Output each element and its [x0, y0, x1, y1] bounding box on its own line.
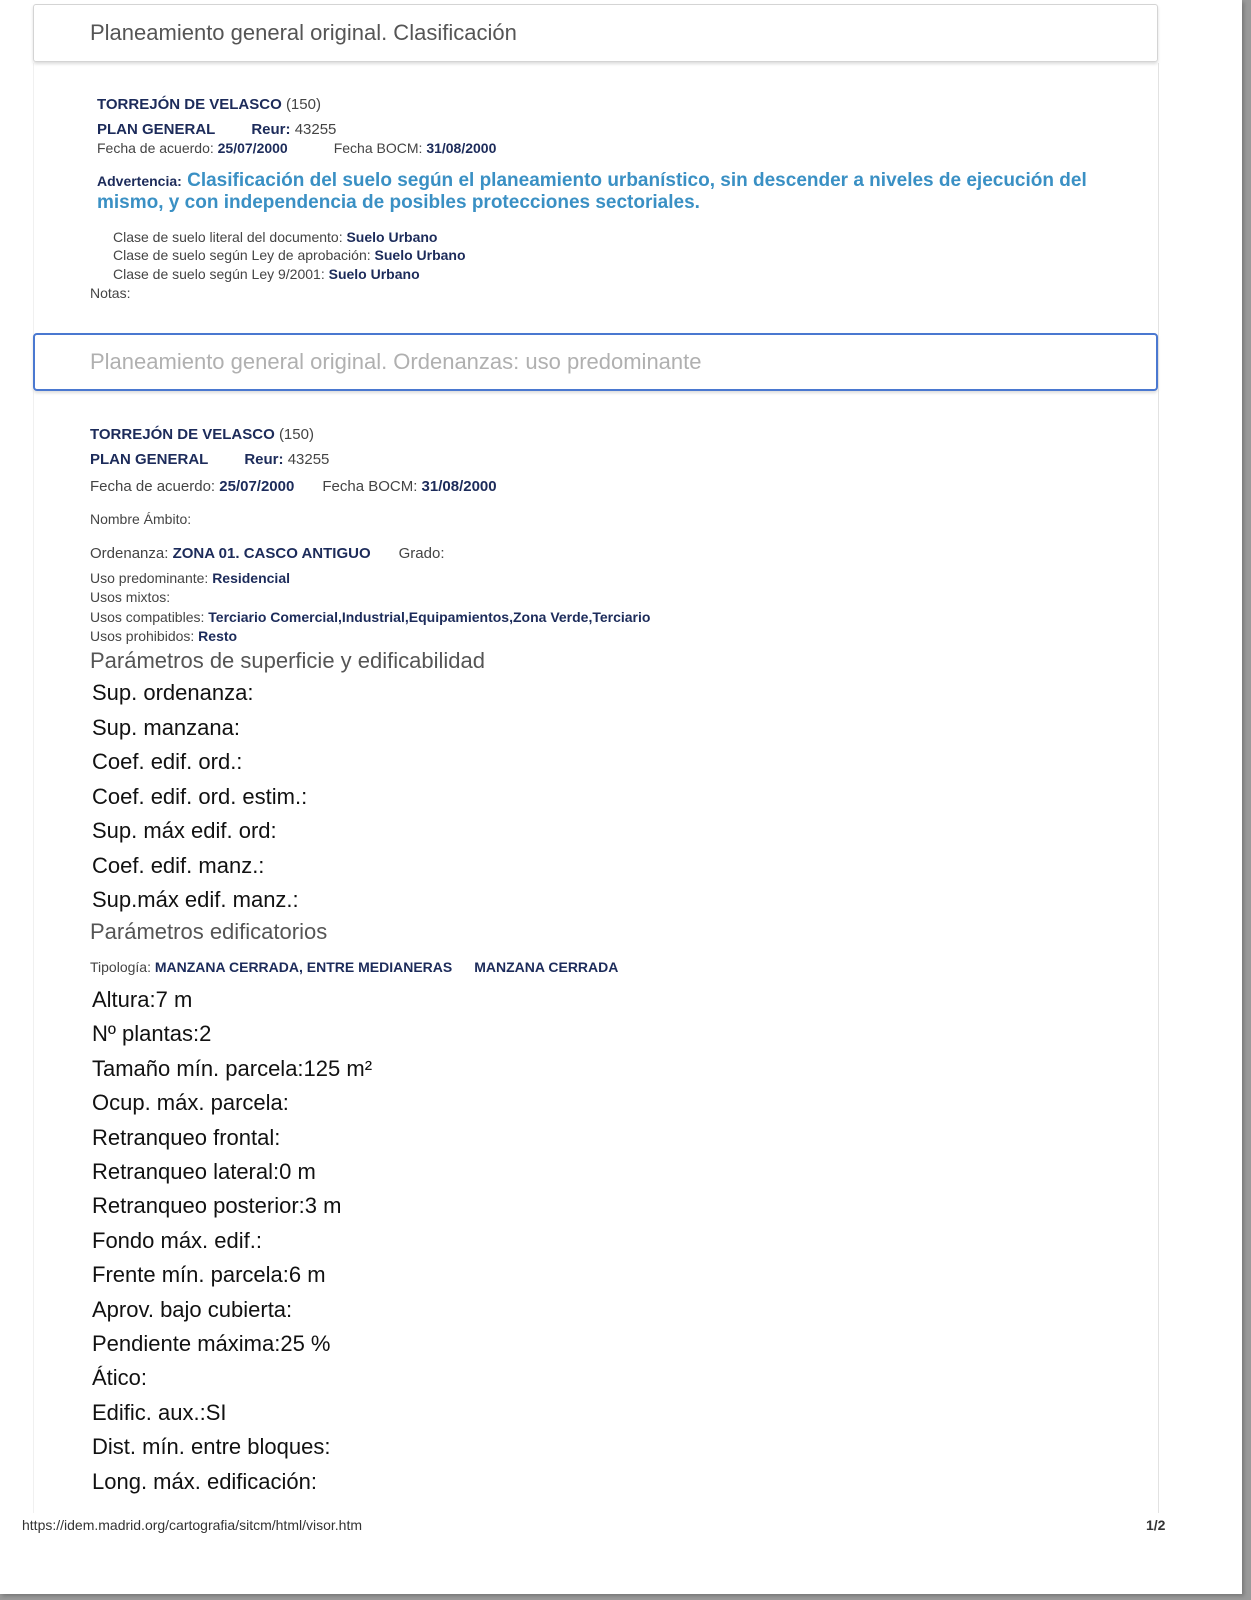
uso-row: Uso predominante: Residencial	[90, 570, 291, 586]
param-value: 7 m	[155, 987, 193, 1012]
notas: Notas:	[90, 285, 131, 301]
param-row	[92, 1365, 147, 1391]
fechas-line: Fecha de acuerdo: 25/07/2000 Fecha BOCM: 31/08/2000	[90, 478, 497, 495]
param-row	[92, 1159, 316, 1185]
param-row	[92, 1469, 317, 1495]
param-label: Retranqueo frontal:	[92, 1124, 281, 1150]
param-row: Sup. ordenanza:	[92, 680, 254, 705]
param-row: Sup.máx edif. manz.:	[92, 887, 299, 912]
divider	[33, 63, 34, 1513]
param-row: Sup. máx edif. ord:	[92, 818, 277, 843]
param-label: Retranqueo posterior:	[92, 1193, 305, 1219]
param-label: Retranqueo lateral:	[92, 1159, 280, 1184]
municipio-line: TORREJÓN DE VELASCO (150)	[97, 96, 321, 113]
param-value: 125 m²	[303, 1055, 373, 1081]
param-row	[92, 1228, 262, 1254]
param-row	[92, 987, 192, 1013]
plan-line: PLAN GENERAL Reur: 43255	[97, 121, 337, 138]
param-label: Edific. aux.:	[92, 1399, 206, 1425]
uso-row: Usos compatibles: Terciario Comercial,Industrial,Equipamientos,Zona Verde,Terciario	[90, 609, 651, 625]
param-label: Fondo máx. edif.:	[92, 1227, 262, 1253]
param-value: 0 m	[279, 1159, 316, 1184]
param-row	[92, 1331, 330, 1357]
param-label: Tamaño mín. parcela:	[92, 1055, 304, 1081]
param-row: Coef. edif. ord. estim.:	[92, 783, 308, 809]
subsection-title: Parámetros edificatorios	[90, 919, 328, 944]
param-label: Dist. mín. entre bloques:	[92, 1434, 331, 1460]
param-row: Coef. edif. manz.:	[92, 852, 265, 878]
param-label: Altura:	[92, 987, 156, 1012]
fechas-line: Fecha de acuerdo: 25/07/2000 Fecha BOCM: 31/08/2000	[97, 140, 497, 156]
subsection-title: Parámetros de superficie y edificabilidad	[90, 648, 485, 673]
clase-row: Clase de suelo según Ley de aprobación: Suelo Urbano	[113, 247, 466, 263]
uso-row: Usos prohibidos: Resto	[90, 628, 238, 644]
param-row	[92, 1125, 280, 1151]
param-row	[92, 1262, 326, 1288]
ordenanza-line: Ordenanza: ZONA 01. CASCO ANTIGUO Grado:	[90, 545, 445, 562]
municipio-line: TORREJÓN DE VELASCO (150)	[90, 426, 314, 443]
param-label: Nº plantas:	[92, 1021, 200, 1047]
divider	[1158, 63, 1159, 1513]
section-header-ordenanzas[interactable]	[33, 333, 1158, 391]
advertencia: Advertencia: Clasificación del suelo según el planeamiento urbanístico, sin descender a niveles de ejecución del mismo, y con independencia de posibles protecciones sectoriales.	[97, 170, 1087, 213]
param-label: Frente mín. parcela:	[92, 1262, 289, 1288]
clase-row: Clase de suelo según Ley 9/2001: Suelo Urbano	[113, 266, 420, 282]
page-number: 1/2	[1146, 1517, 1166, 1533]
param-row	[92, 1400, 227, 1426]
plan-line: PLAN GENERAL Reur: 43255	[90, 451, 330, 468]
param-row	[92, 1434, 330, 1460]
param-row	[92, 1090, 289, 1116]
param-value: 3 m	[304, 1193, 342, 1219]
param-value: 2	[199, 1021, 212, 1047]
section-header-clasificacion[interactable]	[33, 4, 1158, 62]
clase-row: Clase de suelo literal del documento: Suelo Urbano	[113, 229, 438, 245]
param-row: Sup. manzana:	[92, 714, 240, 740]
nombre-ambito: Nombre Ámbito:	[90, 511, 192, 527]
uso-row: Usos mixtos:	[90, 589, 171, 605]
param-row	[92, 1056, 372, 1082]
param-label: Ático:	[92, 1365, 148, 1391]
param-label: Ocup. máx. parcela:	[92, 1090, 289, 1116]
section-title: Planeamiento general original. Clasificación	[90, 20, 517, 45]
param-label: Pendiente máxima:	[92, 1331, 281, 1356]
param-label: Long. máx. edificación:	[92, 1468, 318, 1494]
param-row	[92, 1021, 211, 1047]
param-label: Aprov. bajo cubierta:	[92, 1296, 293, 1322]
section-title: Planeamiento general original. Ordenanzas: uso predominante	[90, 349, 702, 374]
param-value: 25 %	[280, 1331, 331, 1356]
param-value: SI	[205, 1399, 227, 1425]
param-row: Coef. edif. ord.:	[92, 749, 243, 774]
footer-url: https://idem.madrid.org/cartografia/sitcm/html/visor.htm	[22, 1517, 362, 1533]
param-row	[92, 1297, 292, 1323]
param-value: 6 m	[288, 1262, 326, 1288]
tipologia-line: Tipología: MANZANA CERRADA, ENTRE MEDIANERAS MANZANA CERRADA	[90, 959, 619, 975]
param-row	[92, 1193, 341, 1219]
